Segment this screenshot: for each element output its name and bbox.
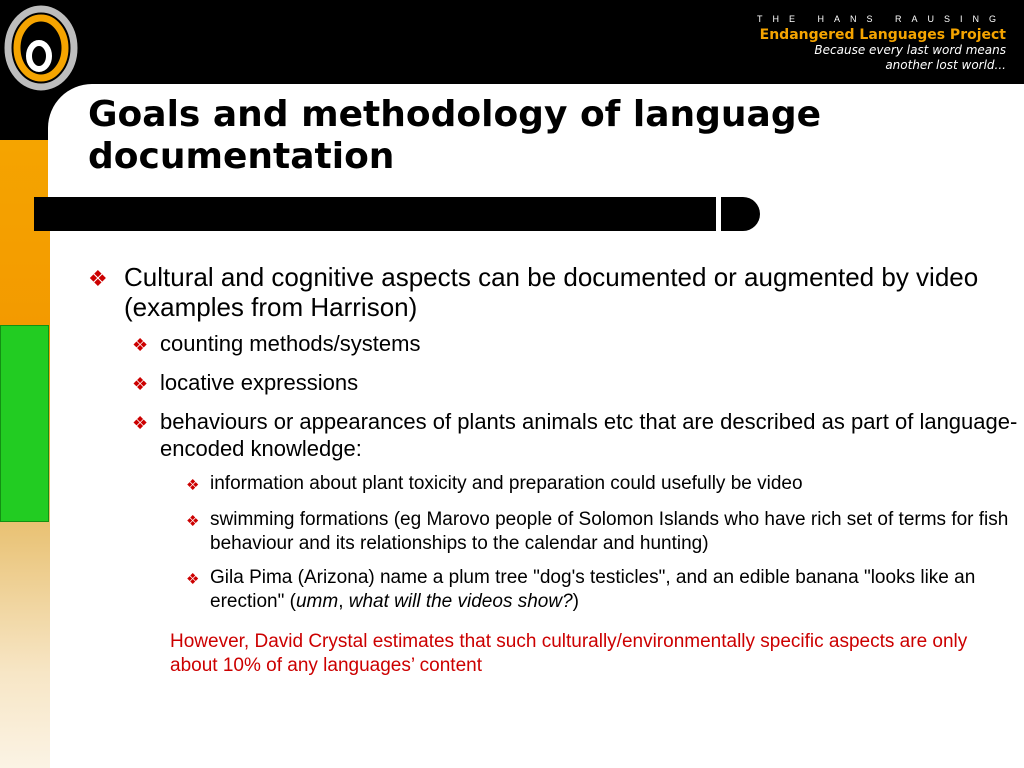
sub-sub-bullet-text: swimming formations (eg Marovo people of Solomon Islands who have rich set of terms for fish behaviour and its relationships to the calendar and hunting): [210, 509, 1009, 554]
brand-block: [757, 14, 1006, 73]
diamond-bullet-icon: ❖: [132, 374, 149, 394]
diamond-bullet-icon: ❖: [186, 513, 200, 530]
italic-text: what will the videos show?: [348, 591, 573, 612]
diamond-bullet-icon: ❖: [186, 571, 200, 588]
sub-sub-bullet-text: [210, 566, 1018, 614]
diamond-bullet-icon: ❖: [88, 266, 108, 291]
bullet-text: Cultural and cognitive aspects can be documented or augmented by video (examples from Harrison): [124, 262, 979, 322]
title-underline-bar: [34, 197, 760, 231]
brand-tagline-2: another lost world...: [885, 58, 1006, 72]
diamond-bullet-icon: ❖: [132, 413, 149, 433]
brand-name: Endangered Languages Project: [759, 27, 1006, 43]
text-part: Gila Pima (Arizona) name a plum tree "dog's testicles", and an edible banana "looks like an erection" (: [210, 567, 976, 612]
text-part: ,: [338, 591, 349, 612]
brand-tagline-1: Because every last word means: [814, 43, 1006, 57]
diamond-bullet-icon: ❖: [186, 477, 200, 494]
diamond-bullet-icon: ❖: [132, 335, 149, 355]
green-accent-block: [0, 325, 49, 522]
text-part: ): [572, 591, 579, 612]
slide-title: Goals and methodology of language documentation: [88, 94, 822, 177]
bullet-item: [88, 262, 1018, 322]
sub-bullet-item: [132, 330, 1018, 359]
sub-bullet-item: [132, 408, 1018, 462]
sub-sub-bullet-item: [186, 508, 1018, 556]
elp-logo-icon: [2, 4, 80, 92]
italic-text: umm: [295, 591, 339, 612]
sub-bullet-item: [132, 369, 1018, 398]
red-note-text: However, David Crystal estimates that such culturally/environmentally specific aspects are only about 10% of any languages’ content: [170, 631, 968, 676]
sub-bullet-text: locative expressions: [160, 370, 359, 395]
title-underline-notch: [716, 197, 721, 231]
sub-bullet-text: behaviours or appearances of plants animals etc that are described as part of language-encoded knowledge:: [160, 409, 1018, 461]
brand-prefix: THE HANS RAUSING: [756, 14, 1006, 24]
sub-sub-bullet-item: [186, 472, 1018, 498]
sub-sub-bullet-item: [186, 566, 1018, 614]
sub-sub-bullet-text: information about plant toxicity and preparation could usefully be video: [210, 473, 803, 494]
sub-bullet-text: counting methods/systems: [160, 331, 421, 356]
slide-content: [88, 262, 1018, 678]
